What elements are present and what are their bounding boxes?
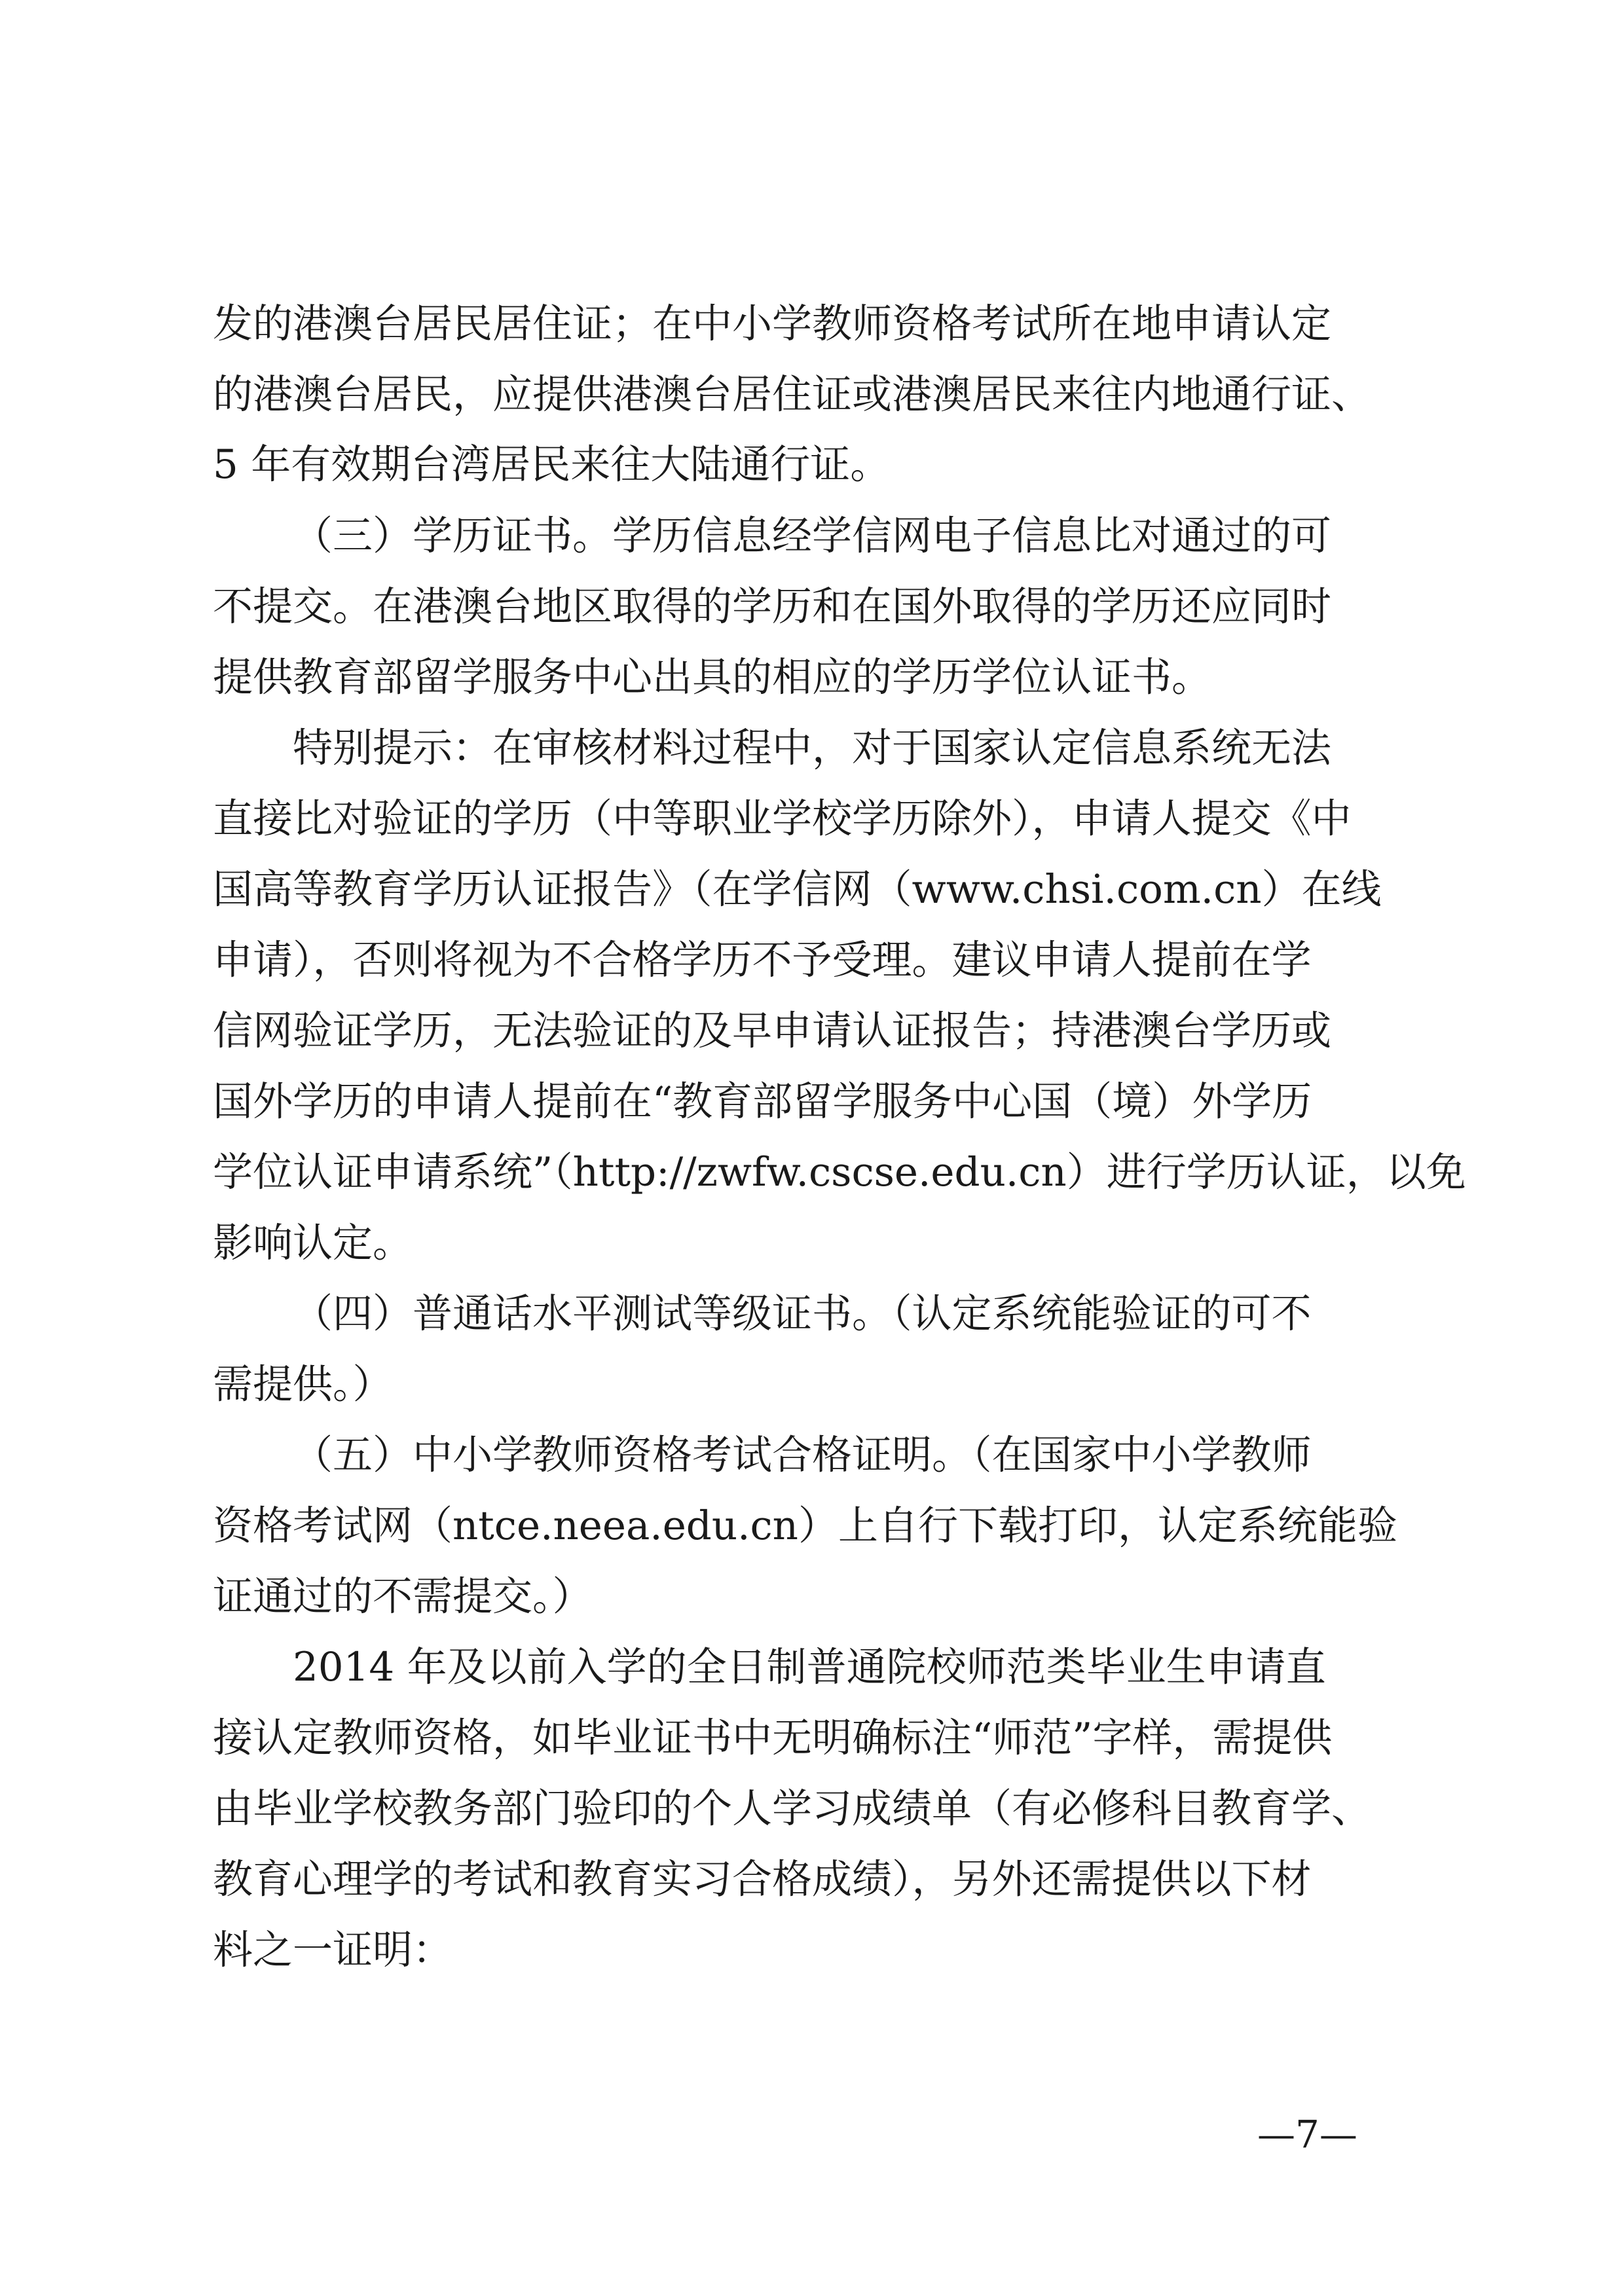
text-line: 发的港澳台居民居住证；在中小学教师资格考试所在地申请认定 bbox=[213, 301, 1332, 347]
text-line: 国高等教育学历认证报告》（在学信网（www.chsi.com.cn）在线 bbox=[213, 866, 1382, 913]
page-number: —7— bbox=[1257, 2112, 1357, 2157]
text-line: 5 年有效期台湾居民来往大陆通行证。 bbox=[213, 441, 891, 488]
text-line: 申请），否则将视为不合格学历不予受理。建议申请人提前在学 bbox=[213, 937, 1312, 983]
text-line: 2014 年及以前入学的全日制普通院校师范类毕业生申请直 bbox=[293, 1644, 1326, 1690]
text-line: （四）普通话水平测试等级证书。（认定系统能验证的可不 bbox=[293, 1290, 1312, 1337]
text-line: 影响认定。 bbox=[213, 1220, 413, 1266]
text-line: 证通过的不需提交。） bbox=[213, 1573, 593, 1620]
text-line: （三）学历证书。学历信息经学信网电子信息比对通过的可 bbox=[293, 513, 1332, 559]
text-line: （五）中小学教师资格考试合格证明。（在国家中小学教师 bbox=[293, 1432, 1312, 1478]
text-line: 教育心理学的考试和教育实习合格成绩），另外还需提供以下材 bbox=[213, 1856, 1312, 1903]
text-line: 的港澳台居民，应提供港澳台居住证或港澳居民来往内地通行证、 bbox=[213, 371, 1372, 418]
text-line: 学位认证申请系统”（http://zwfw.cscse.edu.cn）进行学历认证，以免 bbox=[213, 1149, 1466, 1195]
text-line: 直接比对验证的学历（中等职业学校学历除外），申请人提交《中 bbox=[213, 795, 1352, 842]
text-line: 国外学历的申请人提前在“教育部留学服务中心国（境）外学历 bbox=[213, 1078, 1312, 1125]
text-line: 接认定教师资格，如毕业证书中无明确标注“师范”字样，需提供 bbox=[213, 1715, 1333, 1761]
text-line: 特别提示：在审核材料过程中，对于国家认定信息系统无法 bbox=[293, 725, 1332, 771]
text-line: 需提供。） bbox=[213, 1361, 393, 1408]
text-line: 料之一证明： bbox=[213, 1927, 453, 1973]
text-line: 由毕业学校教务部门验印的个人学习成绩单（有必修科目教育学、 bbox=[213, 1785, 1372, 1832]
text-line: 不提交。在港澳台地区取得的学历和在国外取得的学历还应同时 bbox=[213, 583, 1332, 630]
text-line: 提供教育部留学服务中心出具的相应的学历学位认证书。 bbox=[213, 654, 1212, 701]
text-line: 资格考试网（ntce.neea.edu.cn）上自行下载打印，认定系统能验 bbox=[213, 1503, 1397, 1549]
text-line: 信网验证学历，无法验证的及早申请认证报告；持港澳台学历或 bbox=[213, 1008, 1332, 1054]
